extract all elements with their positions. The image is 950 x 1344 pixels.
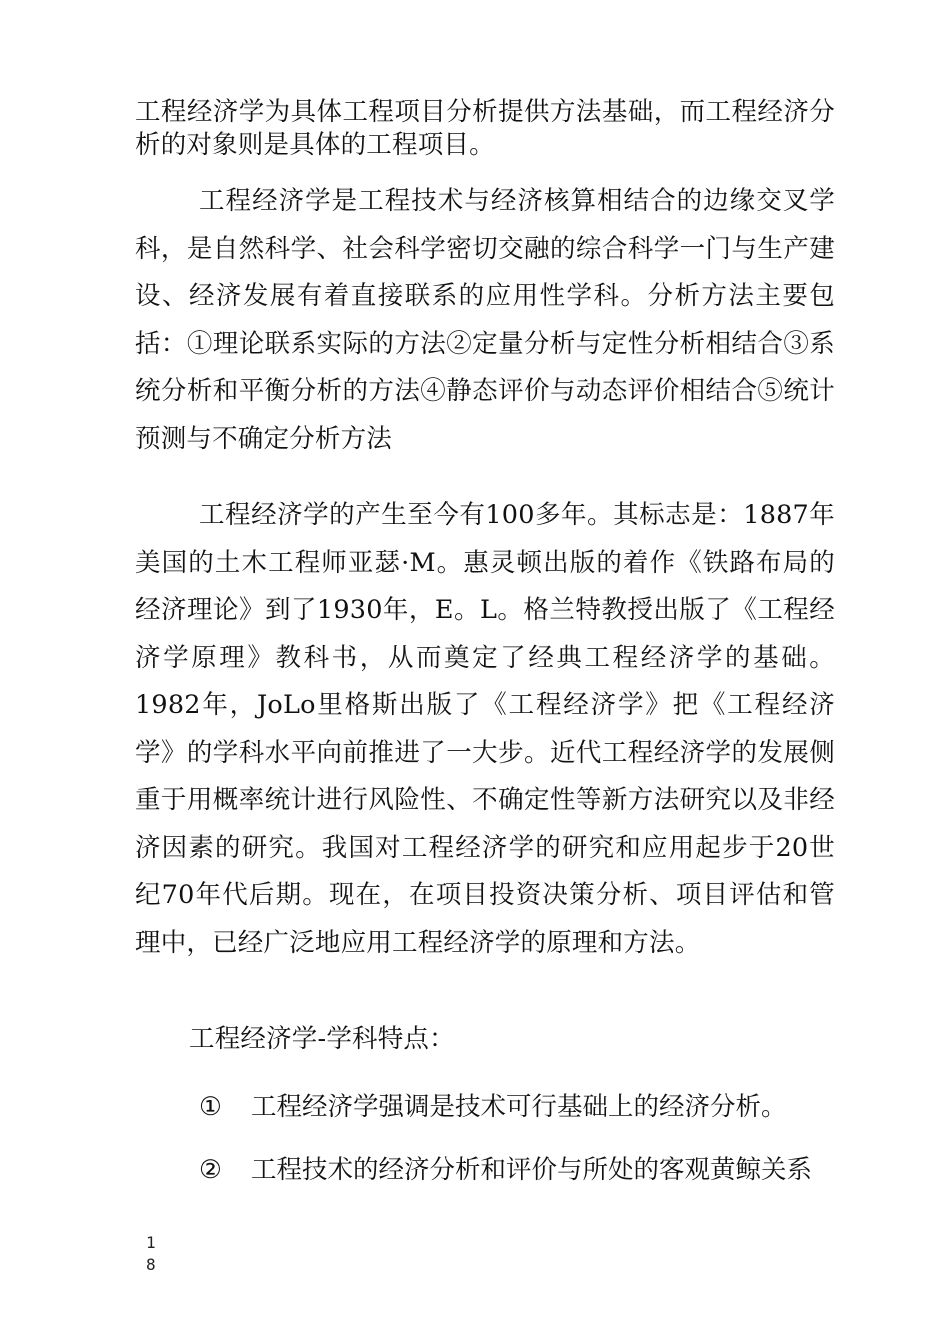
list-item (199, 1087, 849, 1127)
paragraph-history: 工程经济学的产生至今有100多年。其标志是：1887年美国的土木工程师亚瑟·M。惠灵顿出版的着作《铁路布局的经济理论》到了1930年，E。L。格兰特教授出版了《工程经济学原理》教科书，从而奠定了经典工程经济学的基础。1982年，JoLo里格斯出版了《工程经济学》把《工程经济学》的学科水平向前推进了一大步。近代工程经济学的发展侧重于用概率统计进行风险性、不确定性等新方法研究以及非经济因素的研究。我国对工程经济学的研究和应用起步于20世纪70年代后期。现在，在项目投资决策分析、项目评估和管理中，已经广泛地应用工程经济学的原理和方法。 (135, 500, 835, 958)
list-item-text: 工程技术的经济分析和评价与所处的客观黄鲸关系 (251, 1155, 813, 1185)
section-heading: 工程经济学-学科特点： (189, 1024, 455, 1054)
list-marker: ① (199, 1092, 222, 1122)
paragraph-definition: 工程经济学是工程技术与经济核算相结合的边缘交叉学科，是自然科学、社会科学密切交融的综合科学一门与生产建设、经济发展有着直接联系的应用性学科。分析方法主要包括：①理论联系实际的方法②定量分析与定性分析相结合③系统分析和平衡分析的方法④静态评价与动态评价相结合⑤统计预测与不确定分析方法 (135, 186, 835, 454)
list-item-text: 工程经济学强调是技术可行基础上的经济分析。 (251, 1092, 787, 1122)
page-number: 1 8 (146, 1233, 156, 1274)
paragraph-intro: 工程经济学为具体工程项目分析提供方法基础，而工程经济分析的对象则是具体的工程项目。 (135, 97, 835, 160)
list-item (199, 1150, 849, 1190)
list-marker: ② (199, 1155, 222, 1185)
